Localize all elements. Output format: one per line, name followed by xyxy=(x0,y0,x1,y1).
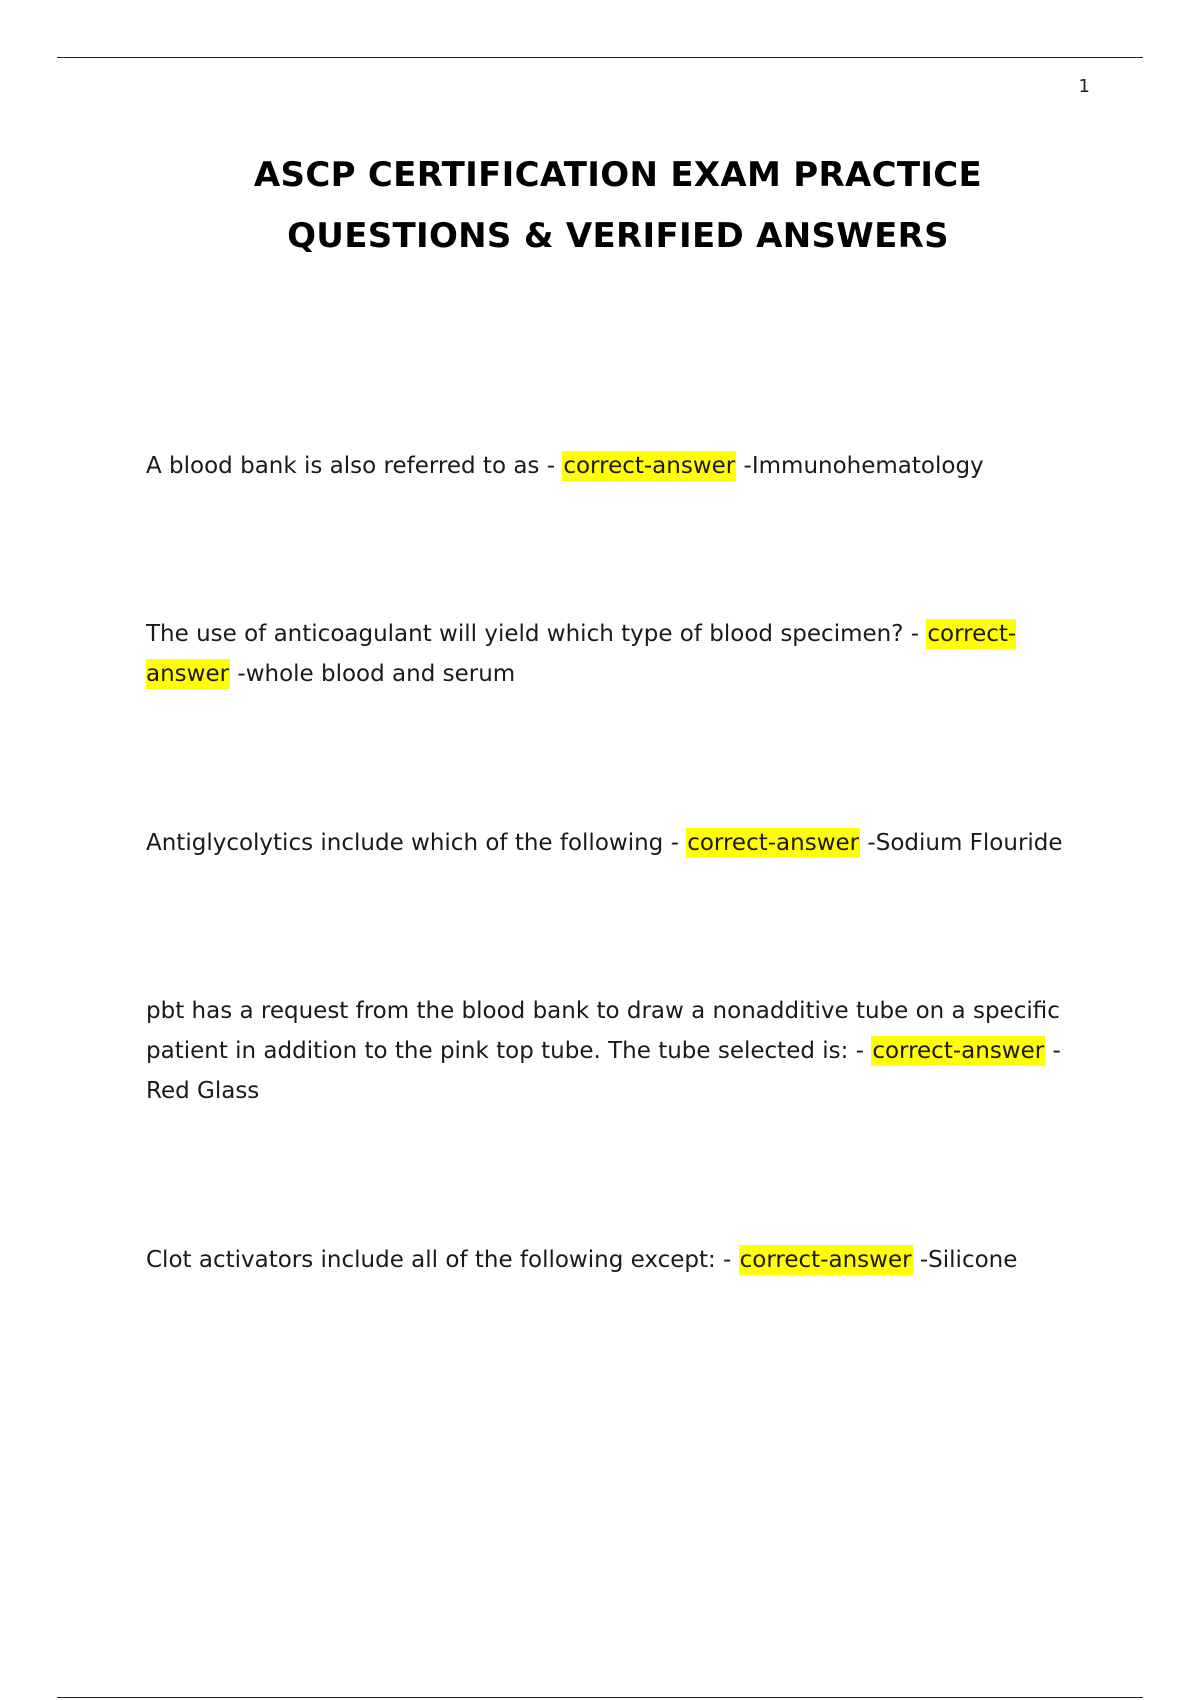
question-item-2 xyxy=(146,614,1076,694)
document-title xyxy=(0,145,1200,267)
title-line-1: ASCP CERTIFICATION EXAM PRACTICE xyxy=(253,155,983,195)
answer-text: -Sodium Flouride xyxy=(860,830,1063,856)
question-item-5 xyxy=(146,1240,1076,1280)
question-item-1 xyxy=(146,446,1076,486)
question-text: A blood bank is also referred to as - xyxy=(146,453,563,479)
question-item-3 xyxy=(146,823,1076,863)
question-text: Clot activators include all of the following except: - xyxy=(146,1247,739,1273)
question-text: Antiglycolytics include which of the following - xyxy=(146,830,687,856)
footer-rule xyxy=(57,1697,1143,1698)
answer-marker-highlight: correct-answer xyxy=(872,1038,1045,1064)
answer-text: -whole blood and serum xyxy=(230,661,516,687)
answer-marker-highlight: correct-answer xyxy=(739,1247,912,1273)
answer-marker-highlight: correct-answer xyxy=(146,621,1017,687)
answer-marker-highlight: correct-answer xyxy=(687,830,860,856)
header-rule xyxy=(57,57,1143,58)
answer-text: - Red Glass xyxy=(146,1038,1061,1104)
question-text: The use of anticoagulant will yield which type of blood specimen? - xyxy=(146,621,927,647)
title-line-2: QUESTIONS & VERIFIED ANSWERS xyxy=(287,216,949,256)
question-item-4 xyxy=(146,991,1076,1111)
answer-text: -Silicone xyxy=(912,1247,1018,1273)
page-number: 1 xyxy=(1078,76,1090,97)
answer-text: -Immunohematology xyxy=(736,453,984,479)
question-text: pbt has a request from the blood bank to draw a nonadditive tube on a specific patient in addition to the pink top tube. The tube selected is: - xyxy=(146,998,1060,1064)
answer-marker-highlight: correct-answer xyxy=(563,453,736,479)
